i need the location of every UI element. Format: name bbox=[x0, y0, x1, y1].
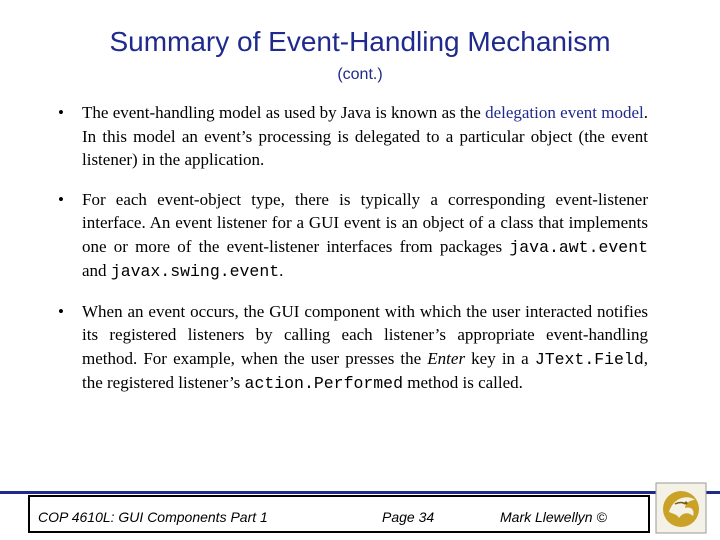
bullet-list bbox=[58, 101, 648, 412]
bullet-item bbox=[58, 300, 648, 396]
slide-title: Summary of Event-Handling Mechanism bbox=[109, 26, 611, 57]
italic-term: Enter bbox=[427, 348, 466, 368]
footer-divider bbox=[0, 491, 720, 494]
code-method: action.Performed bbox=[244, 374, 403, 393]
bullet-text-part: The event-handling model as used by Java is known as the bbox=[82, 103, 486, 122]
bullet-text-part: and bbox=[82, 261, 111, 280]
ucf-pegasus-logo-icon bbox=[655, 482, 707, 534]
bullet-marker: • bbox=[58, 301, 64, 321]
footer-author: Mark Llewellyn © bbox=[500, 509, 607, 525]
bullet-item bbox=[58, 188, 648, 284]
bullet-item bbox=[58, 101, 648, 172]
footer-bar bbox=[28, 495, 650, 533]
bullet-text-part: , the registered listener’s bbox=[82, 348, 648, 392]
highlighted-term: delegation event model bbox=[485, 103, 644, 122]
bullet-text-part: . bbox=[279, 261, 284, 280]
bullet-text-part: key in a bbox=[465, 348, 535, 368]
slide-subtitle: (cont.) bbox=[337, 66, 383, 83]
bullet-text-part: When an event occurs, the GUI component with which the user interacted notifies its registered listeners by calling each listener’s appropriate event-handling method. For example, when the user presses the bbox=[82, 301, 648, 368]
bullet-marker: • bbox=[58, 189, 64, 209]
code-package: java.awt.event bbox=[509, 237, 648, 257]
footer-page-number: Page 34 bbox=[382, 509, 435, 525]
code-package: javax.swing.event bbox=[110, 262, 280, 281]
footer-course: COP 4610L: GUI Components Part 1 bbox=[38, 509, 268, 525]
bullet-text-part: method is called. bbox=[402, 373, 523, 392]
code-class: JText.Field bbox=[534, 349, 644, 369]
bullet-text-part: For each event-object type, there is typically a corresponding event-listener interface. An event listener for a GUI event is an object of a class that implements one or more of the event-listener interfaces from packages bbox=[82, 189, 648, 256]
bullet-text-part: . In this model an event’s processing is delegated to a particular object (the event listener) in the application. bbox=[82, 103, 648, 169]
bullet-marker: • bbox=[58, 103, 64, 122]
